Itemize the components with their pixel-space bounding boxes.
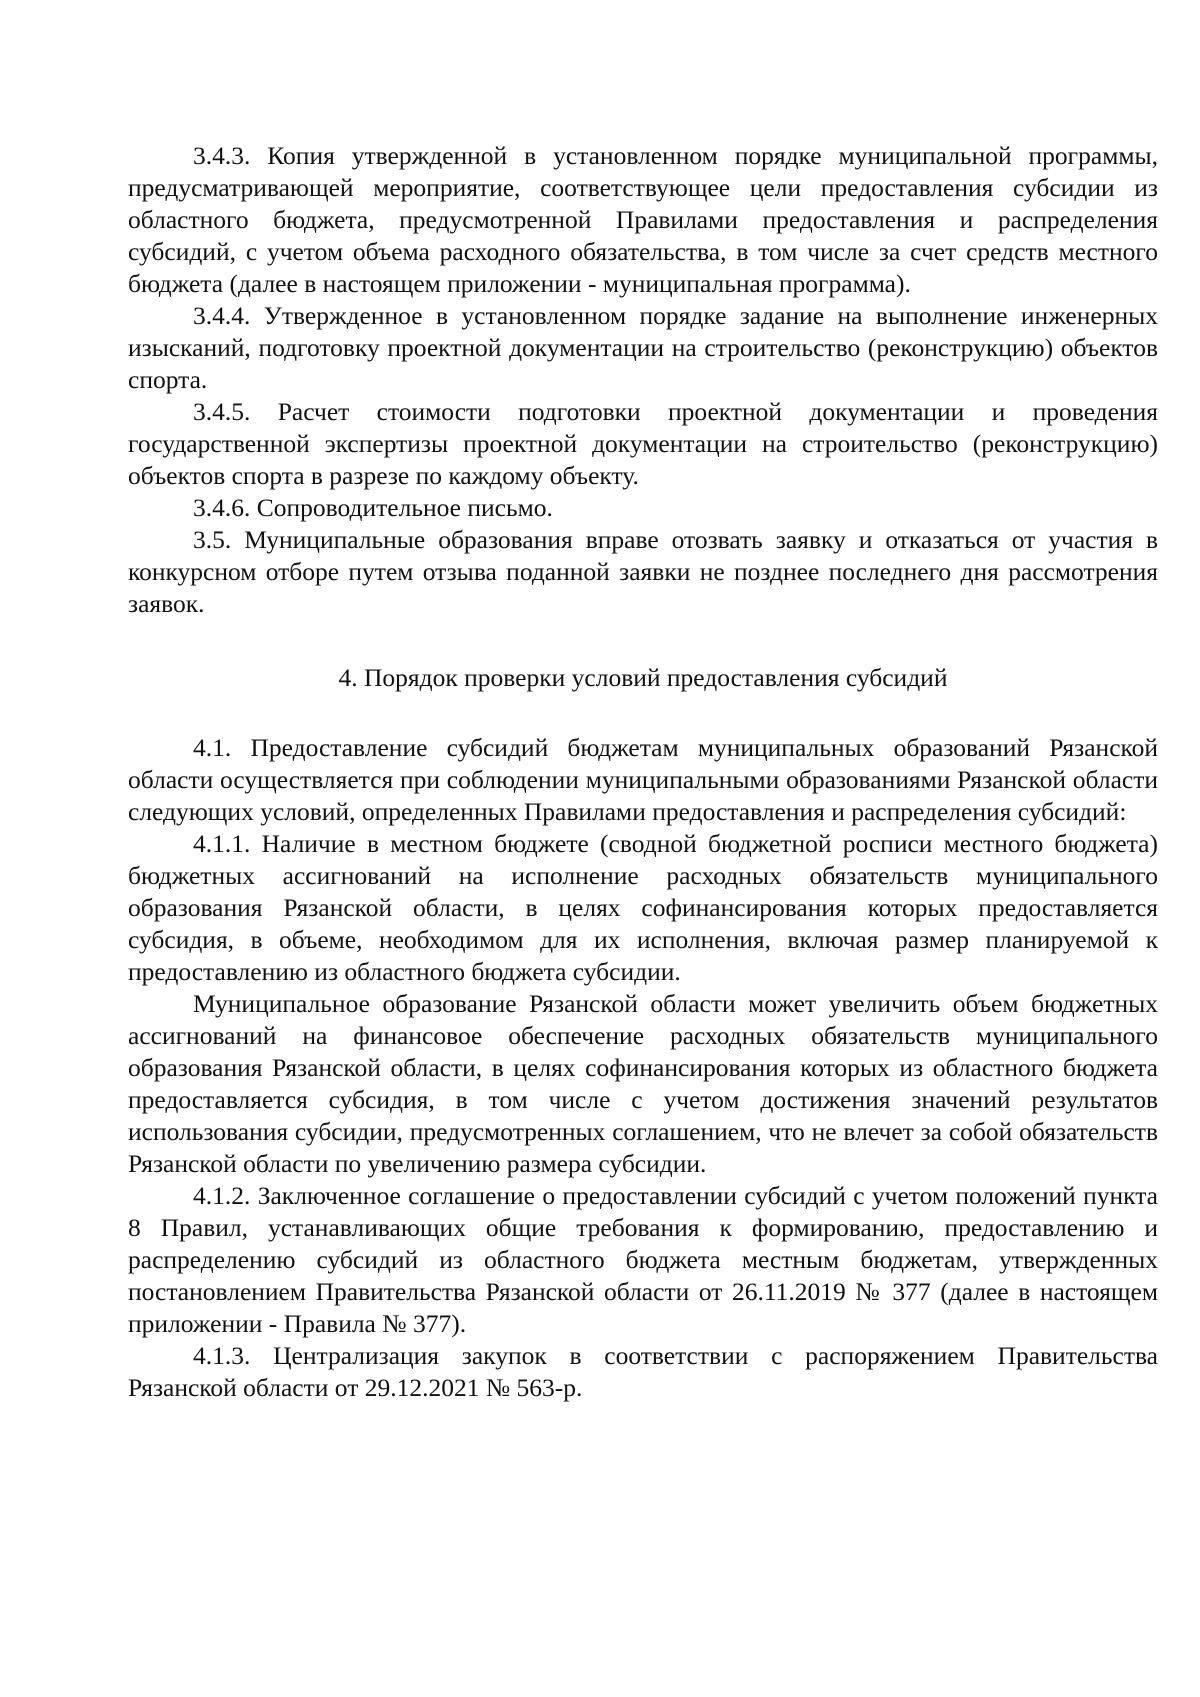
paragraph-4-1-1-continuation: Муниципальное образование Рязанской области может увеличить объем бюджетных ассигнований на финансовое обеспечение расходных обязательств муниципального образования Рязанской области, в целях софинансирования которых из областного бюджета предоставляется субсидия, в том числе с учетом достижения значений результатов использования субсидии, предусмотренных соглашением, что не влечет за собой обязательств Рязанской области по увеличению размера субсидии. bbox=[128, 989, 1158, 1178]
paragraph-4-1-3: 4.1.3. Централизация закупок в соответствии с распоряжением Правительства Рязанской области от 29.12.2021 № 563-р. bbox=[128, 1341, 1158, 1402]
paragraph-3-4-6: 3.4.6. Сопроводительное письмо. bbox=[193, 493, 553, 522]
paragraph-3-4-3: 3.4.3. Копия утвержденной в установленном порядке муниципальной программы, предусматривающей мероприятие, соответствующее цели предоставления субсидии из областного бюджета, предусмотренной Правилами предоставления и распределения субсидий, с учетом объема расходного обязательства, в том числе за счет средств местного бюджета (далее в настоящем приложении - муниципальная программа). bbox=[128, 141, 1158, 298]
document-body bbox=[128, 140, 1158, 1404]
section-heading: 4. Порядок проверки условий предоставления субсидий bbox=[338, 663, 948, 692]
paragraph-4-1: 4.1. Предоставление субсидий бюджетам муниципальных образований Рязанской области осуществляется при соблюдении муниципальными образованиями Рязанской области следующих условий, определенных Правилами предоставления и распределения субсидий: bbox=[128, 733, 1158, 826]
paragraph-3-4-4: 3.4.4. Утвержденное в установленном порядке задание на выполнение инженерных изысканий, подготовку проектной документации на строительство (реконструкцию) объектов спорта. bbox=[128, 301, 1158, 394]
paragraph-3-5: 3.5. Муниципальные образования вправе отозвать заявку и отказаться от участия в конкурсном отборе путем отзыва поданной заявки не позднее последнего дня рассмотрения заявок. bbox=[128, 525, 1158, 618]
paragraph-4-1-1: 4.1.1. Наличие в местном бюджете (сводной бюджетной росписи местного бюджета) бюджетных ассигнований на исполнение расходных обязательств муниципального образования Рязанской области, в целях софинансирования которых предоставляется субсидия, в объеме, необходимом для их исполнения, включая размер планируемой к предоставлению из областного бюджета субсидии. bbox=[128, 829, 1158, 986]
paragraph-4-1-2: 4.1.2. Заключенное соглашение о предоставлении субсидий с учетом положений пункта 8 Правил, устанавливающих общие требования к формированию, предоставлению и распределению субсидий из областного бюджета местным бюджетам, утвержденных постановлением Правительства Рязанской области от 26.11.2019 № 377 (далее в настоящем приложении - Правила № 377). bbox=[128, 1181, 1158, 1338]
paragraph-3-4-5: 3.4.5. Расчет стоимости подготовки проектной документации и проведения государственной экспертизы проектной документации на строительство (реконструкцию) объектов спорта в разрезе по каждому объекту. bbox=[128, 397, 1158, 490]
